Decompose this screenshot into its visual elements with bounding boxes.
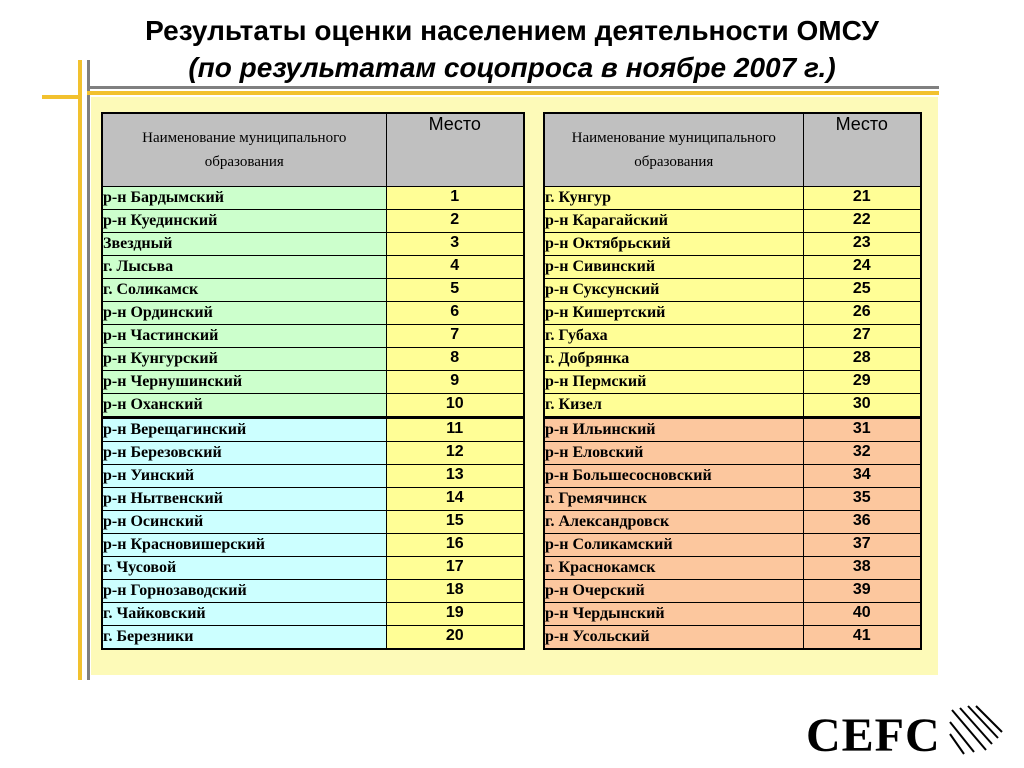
table-row [102,465,524,488]
municipality-name: г. Березники [102,626,386,650]
municipality-name: р-н Очерский [544,580,803,603]
municipality-name: р-н Соликамский [544,534,803,557]
table-row [102,187,524,210]
ranking-table-left [101,112,525,650]
rank-value: 25 [803,279,921,302]
page-title: Результаты оценки населением деятельности ОМСУ [145,15,879,46]
rank-value: 30 [803,394,921,418]
table-header-row [102,113,524,187]
table-row [544,488,921,511]
rank-value: 28 [803,348,921,371]
municipality-name: г. Кизел [544,394,803,418]
table-row [102,256,524,279]
table-body-right [544,187,921,650]
table-row [102,210,524,233]
table-row [544,603,921,626]
table-row [544,210,921,233]
table-row [544,302,921,325]
rank-value: 23 [803,233,921,256]
rank-value: 6 [386,302,524,325]
decorative-line-horizontal-gold [87,91,939,95]
page-subtitle: (по результатам соцопроса в ноябре 2007 г.) [188,52,836,83]
table-row [102,348,524,371]
rank-value: 11 [386,418,524,442]
municipality-name: р-н Оханский [102,394,386,418]
municipality-name: г. Чусовой [102,557,386,580]
header-place: Место [803,113,921,187]
municipality-name: р-н Верещагинский [102,418,386,442]
rank-value: 2 [386,210,524,233]
table-row [544,371,921,394]
rank-value: 19 [386,603,524,626]
cefc-logo-mark-icon [946,700,1006,760]
municipality-name: р-н Суксунский [544,279,803,302]
municipality-name: р-н Куединский [102,210,386,233]
table-row [102,394,524,418]
rank-value: 3 [386,233,524,256]
table-row [102,534,524,557]
header-name: Наименование муниципального образования [544,113,803,187]
municipality-name: г. Александровск [544,511,803,534]
rank-value: 21 [803,187,921,210]
table-body-left [102,187,524,650]
table-row [544,511,921,534]
municipality-name: р-н Пермский [544,371,803,394]
municipality-name: р-н Ординский [102,302,386,325]
rank-value: 39 [803,580,921,603]
rank-value: 31 [803,418,921,442]
municipality-name: р-н Ильинский [544,418,803,442]
rank-value: 20 [386,626,524,650]
header-name: Наименование муниципального образования [102,113,386,187]
rank-value: 15 [386,511,524,534]
municipality-name: Звездный [102,233,386,256]
municipality-name: р-н Уинский [102,465,386,488]
table-row [102,279,524,302]
municipality-name: р-н Октябрьский [544,233,803,256]
table-row [102,325,524,348]
cefc-logo: CEFC [806,709,941,762]
table-row [102,557,524,580]
rank-value: 12 [386,442,524,465]
header-place: Место [386,113,524,187]
rank-value: 18 [386,580,524,603]
table-row [544,418,921,442]
table-row [102,626,524,650]
rank-value: 34 [803,465,921,488]
table-row [544,557,921,580]
table-row [102,371,524,394]
table-row [102,442,524,465]
municipality-name: р-н Чернушинский [102,371,386,394]
rank-value: 17 [386,557,524,580]
rank-value: 26 [803,302,921,325]
rank-value: 24 [803,256,921,279]
municipality-name: г. Гремячинск [544,488,803,511]
table-row [102,511,524,534]
rank-value: 4 [386,256,524,279]
municipality-name: р-н Осинский [102,511,386,534]
rank-value: 16 [386,534,524,557]
table-row [544,348,921,371]
rank-value: 40 [803,603,921,626]
municipality-name: г. Краснокамск [544,557,803,580]
ranking-table-right [543,112,922,650]
rank-value: 14 [386,488,524,511]
table-row [544,256,921,279]
decorative-line-horizontal [42,95,82,99]
table-header-row [544,113,921,187]
municipality-name: р-н Карагайский [544,210,803,233]
municipality-name: р-н Сивинский [544,256,803,279]
table-row [102,603,524,626]
municipality-name: р-н Кунгурский [102,348,386,371]
table-row [102,580,524,603]
municipality-name: г. Чайковский [102,603,386,626]
rank-value: 13 [386,465,524,488]
municipality-name: р-н Частинский [102,325,386,348]
rank-value: 41 [803,626,921,650]
table-row [544,187,921,210]
table-row [102,302,524,325]
municipality-name: р-н Бардымский [102,187,386,210]
rank-value: 32 [803,442,921,465]
rank-value: 9 [386,371,524,394]
rank-value: 37 [803,534,921,557]
municipality-name: г. Кунгур [544,187,803,210]
rank-value: 8 [386,348,524,371]
table-row [102,233,524,256]
table-row [544,325,921,348]
rank-value: 35 [803,488,921,511]
municipality-name: г. Лысьва [102,256,386,279]
municipality-name: р-н Усольский [544,626,803,650]
rank-value: 5 [386,279,524,302]
municipality-name: р-н Горнозаводский [102,580,386,603]
municipality-name: р-н Нытвенский [102,488,386,511]
rank-value: 27 [803,325,921,348]
decorative-line-vertical [78,60,82,680]
table-row [544,233,921,256]
rank-value: 22 [803,210,921,233]
municipality-name: р-н Чердынский [544,603,803,626]
table-row [102,418,524,442]
municipality-name: р-н Большесосновский [544,465,803,488]
table-row [544,626,921,650]
decorative-line-horizontal-gray [87,86,939,89]
municipality-name: г. Добрянка [544,348,803,371]
municipality-name: г. Соликамск [102,279,386,302]
table-row [102,488,524,511]
municipality-name: г. Губаха [544,325,803,348]
table-row [544,465,921,488]
table-row [544,279,921,302]
decorative-line-vertical-gray [87,60,90,680]
rank-value: 38 [803,557,921,580]
rank-value: 36 [803,511,921,534]
municipality-name: р-н Еловский [544,442,803,465]
table-row [544,442,921,465]
municipality-name: р-н Кишертский [544,302,803,325]
rank-value: 1 [386,187,524,210]
rank-value: 29 [803,371,921,394]
municipality-name: р-н Березовский [102,442,386,465]
table-row [544,394,921,418]
municipality-name: р-н Красновишерский [102,534,386,557]
rank-value: 7 [386,325,524,348]
table-row [544,534,921,557]
table-row [544,580,921,603]
rank-value: 10 [386,394,524,418]
